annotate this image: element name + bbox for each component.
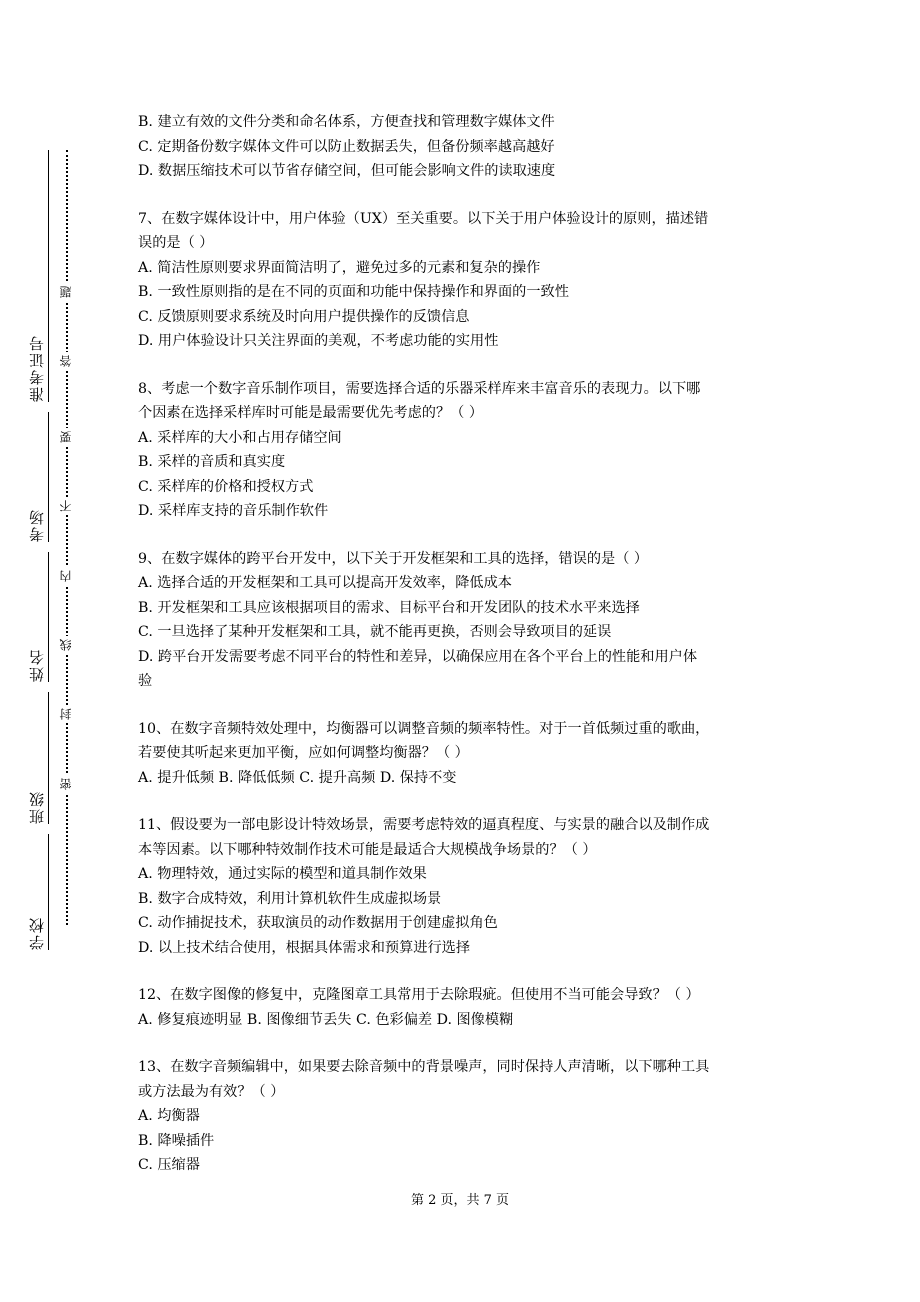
- question-stem: 个因素在选择采样库时可能是最需要优先考虑的？（ ）: [138, 405, 484, 421]
- seal-char: 不: [59, 497, 73, 515]
- option-line: B. 数字合成特效，利用计算机软件生成虚拟场景: [138, 890, 442, 907]
- option-line: C. 反馈原则要求系统及时向用户提供操作的反馈信息: [138, 308, 470, 325]
- question-stem: 若要使其听起来更加平衡，应如何调整均衡器？（ ）: [138, 745, 469, 761]
- question-stem: 误的是（ ）: [138, 235, 214, 251]
- question-stem: 7、在数字媒体设计中，用户体验（UX）至关重要。以下关于用户体验设计的原则，描述错: [138, 210, 709, 227]
- field-exam-room: 考场: [14, 412, 54, 542]
- seal-char: 内: [59, 567, 73, 585]
- question-10: [138, 717, 788, 791]
- option-line: C. 采样库的价格和授权方式: [138, 478, 314, 495]
- question-stem: 本等因素。以下哪种特效制作技术可能是最适合大规模战争场景的？（ ）: [138, 841, 597, 858]
- field-exam-id: 准考证号: [14, 150, 54, 402]
- question-9: [138, 547, 788, 694]
- option-line: B. 建立有效的文件分类和命名体系，方便查找和管理数字媒体文件: [138, 114, 555, 130]
- option-line: C. 动作捕捉技术，获取演员的动作数据用于创建虚拟角色: [138, 915, 498, 931]
- page-footer: 第 2 页，共 7 页: [410, 1193, 510, 1208]
- option-line: C. 压缩器: [138, 1157, 200, 1173]
- question-stem: 或方法最为有效？（ ）: [138, 1083, 285, 1100]
- seal-char: 密: [59, 775, 73, 793]
- option-line: A. 提升低频 B. 降低低频 C. 提升高频 D. 保持不变: [138, 769, 457, 786]
- option-line: A. 物理特效，通过实际的模型和道具制作效果: [138, 866, 427, 882]
- field-school: 学校: [14, 834, 54, 950]
- option-line: C. 一旦选择了某种开发框架和工具，就不能再更换，否则会导致项目的延误: [138, 624, 612, 640]
- option-line: A. 均衡器: [138, 1108, 200, 1124]
- option-line: A. 简洁性原则要求界面简洁明了，避免过多的元素和复杂的操作: [138, 259, 541, 276]
- question-stem: 12、在数字图像的修复中，克隆图章工具常用于去除瑕疵。但使用不当可能会导致？（ ）: [138, 987, 700, 1003]
- option-line: B. 开发框架和工具应该根据项目的需求、目标平台和开发团队的技术水平来选择: [138, 599, 640, 616]
- question-stem: 10、在数字音频特效处理中，均衡器可以调整音频的频率特性。对于一首低频过重的歌曲，: [138, 720, 710, 737]
- carryover-options: [138, 110, 788, 184]
- question-stem: 8、考虑一个数字音乐制作项目，需要选择合适的乐器采样库来丰富音乐的表现力。以下哪: [138, 380, 701, 397]
- question-13: [138, 1055, 788, 1178]
- option-line: C. 定期备份数字媒体文件可以防止数据丢失，但备份频率越高越好: [138, 138, 555, 155]
- question-12: [138, 983, 788, 1032]
- question-11: [138, 813, 788, 960]
- question-stem: 11、假设要为一部电影设计特效场景，需要考虑特效的逼真程度、与实景的融合以及制作成: [138, 817, 710, 833]
- option-line: A. 选择合适的开发框架和工具可以提高开发效率，降低成本: [138, 575, 512, 591]
- option-line: D. 跨平台开发需要考虑不同平台的特性和差异，以确保应用在各个平台上的性能和用户体: [138, 648, 698, 665]
- option-line: 验: [138, 673, 153, 689]
- seal-char: 线: [59, 636, 73, 654]
- question-7: [138, 207, 788, 354]
- option-line: B. 降噪插件: [138, 1132, 215, 1149]
- option-line: D. 数据压缩技术可以节省存储空间，但可能会影响文件的读取速度: [138, 163, 556, 179]
- option-line: D. 以上技术结合使用，根据具体需求和预算进行选择: [138, 939, 471, 956]
- option-line: A. 修复痕迹明显 B. 图像细节丢失 C. 色彩偏差 D. 图像模糊: [138, 1011, 514, 1028]
- exam-content: [138, 110, 788, 1178]
- seal-char: 要: [59, 428, 73, 446]
- seal-dotted-line: [66, 150, 68, 925]
- field-name: 姓名: [14, 552, 54, 682]
- question-stem: 9、在数字媒体的跨平台开发中，以下关于开发框架和工具的选择，错误的是（ ）: [138, 550, 649, 567]
- option-line: A. 采样库的大小和占用存储空间: [138, 429, 342, 446]
- seal-char: 封: [59, 705, 73, 723]
- option-line: B. 一致性原则指的是在不同的页面和功能中保持操作和界面的一致性: [138, 284, 569, 300]
- option-line: D. 用户体验设计只关注界面的美观，不考虑功能的实用性: [138, 333, 499, 349]
- option-line: B. 采样的音质和真实度: [138, 454, 286, 470]
- question-stem: 13、在数字音频编辑中，如果要去除音频中的背景噪声，同时保持人声清晰，以下哪种工具: [138, 1059, 710, 1075]
- seal-char: 题: [59, 283, 73, 301]
- option-line: D. 采样库支持的音乐制作软件: [138, 503, 329, 519]
- seal-char: 答: [59, 352, 73, 370]
- binding-margin: [14, 150, 54, 950]
- question-8: [138, 377, 788, 524]
- field-class: 班级: [14, 692, 54, 824]
